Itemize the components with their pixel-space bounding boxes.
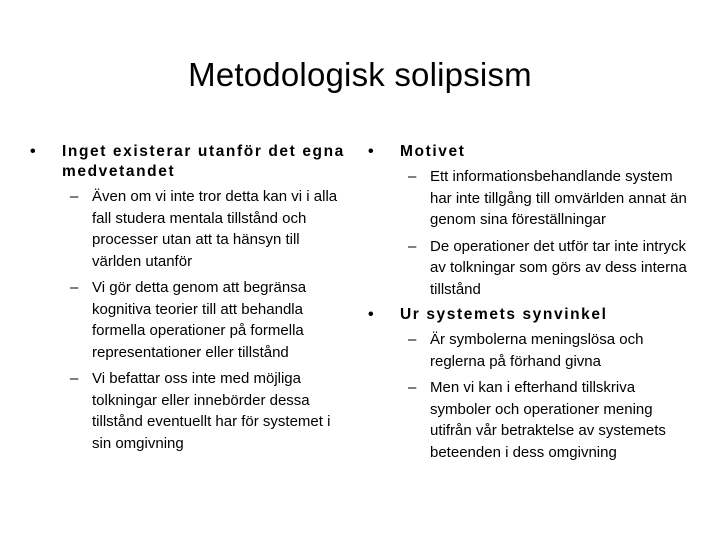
sub-bullet-text: Men vi kan i efterhand tillskriva symboler och operationer mening utifrån vår betraktelse av systemets beteenden i dess omgivning <box>430 379 666 461</box>
sub-bullet-item <box>368 329 698 372</box>
bullet-icon: • <box>30 143 38 160</box>
bullet-icon: • <box>368 143 376 160</box>
sub-bullet-item <box>368 236 698 301</box>
dash-icon: – <box>408 168 417 185</box>
dash-icon: – <box>70 279 79 296</box>
dash-icon: – <box>408 237 417 255</box>
bullet-text: Ur systemets synvinkel <box>400 306 608 323</box>
sub-bullet-item <box>30 186 350 272</box>
sub-bullet-text: De operationer det utför tar inte intryck av tolkningar som görs av dess interna tillstånd <box>430 237 687 298</box>
sub-bullet-item <box>30 277 350 363</box>
bullet-text: Motivet <box>400 143 466 160</box>
sub-bullet-text: Vi gör detta genom att begränsa kognitiva teorier till att behandla formella operationer på formella representationer eller tillstånd <box>92 279 307 361</box>
bullet-item <box>368 305 698 325</box>
slide-title: Metodologisk solipsism <box>188 56 532 93</box>
sub-bullet-item <box>30 368 350 454</box>
bullet-icon: • <box>368 306 376 323</box>
left-column <box>30 142 350 459</box>
sub-bullet-item <box>368 377 698 463</box>
sub-bullet-item <box>368 166 698 231</box>
sub-bullet-text: Är symbolerna meningslösa och reglerna på förhand givna <box>430 331 644 370</box>
dash-icon: – <box>408 379 417 396</box>
right-column <box>368 142 698 468</box>
bullet-item <box>368 142 698 162</box>
dash-icon: – <box>70 188 79 205</box>
sub-bullet-text: Vi befattar oss inte med möjliga tolkningar eller innebörder dessa tillstånd eventuellt har för systemet i sin omgivning <box>92 370 331 452</box>
sub-bullet-text: Ett informationsbehandlande system har inte tillgång till omvärlden annat än genom sina föreställningar <box>430 168 687 228</box>
sub-bullet-text: Även om vi inte tror detta kan vi i alla fall studera mentala tillstånd och processer utan att ta hänsyn till världen utanför <box>92 188 338 270</box>
dash-icon: – <box>408 331 417 348</box>
bullet-item <box>30 142 350 182</box>
bullet-text: Inget existerar utanför det egna medvetandet <box>62 143 345 180</box>
dash-icon: – <box>70 370 79 387</box>
